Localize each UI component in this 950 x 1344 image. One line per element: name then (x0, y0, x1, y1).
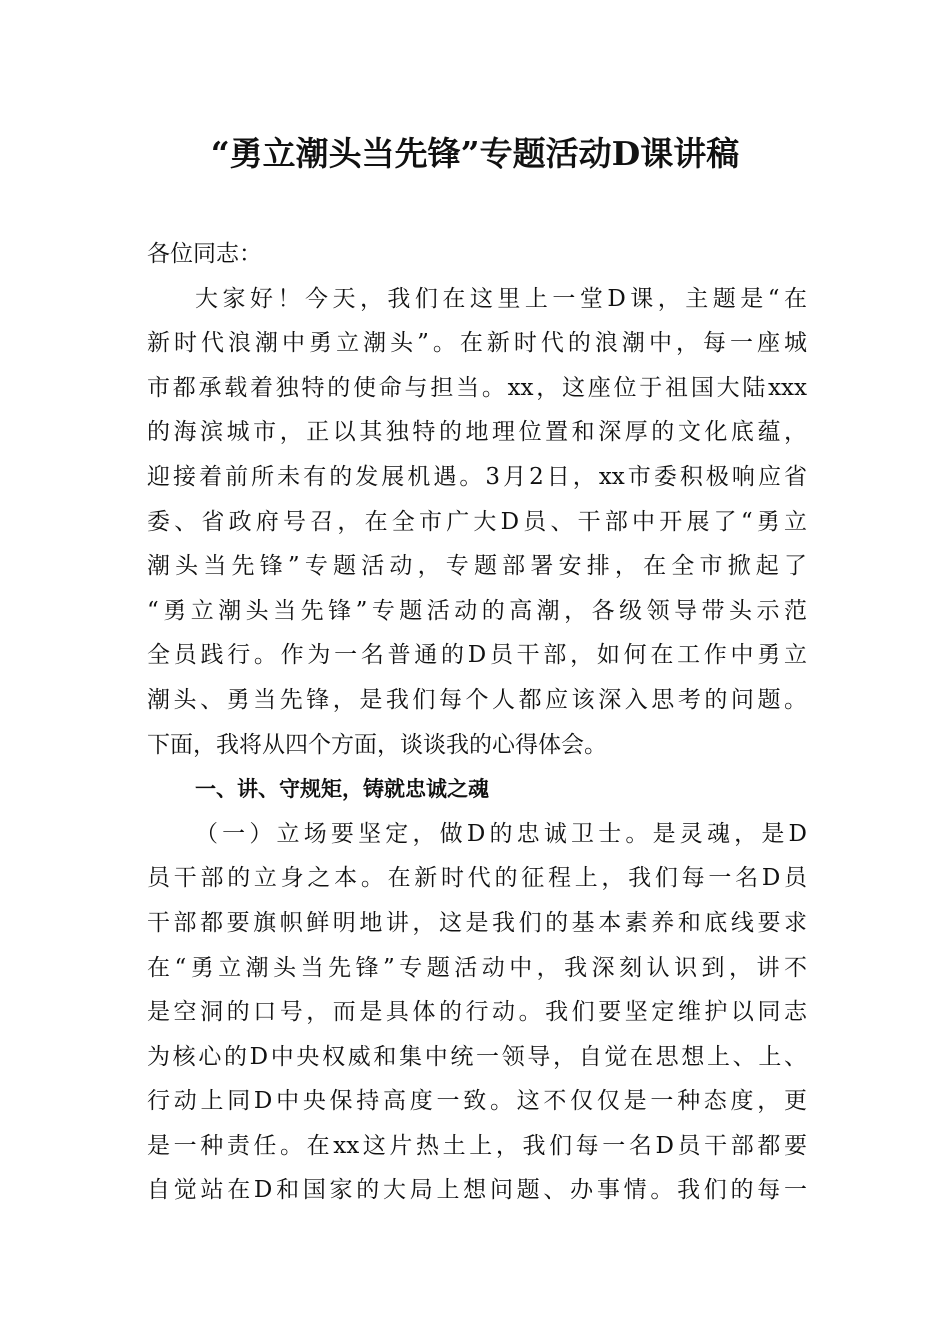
paragraph-line: 的海滨城市，正以其独特的地理位置和深厚的文化底蕴， (147, 419, 807, 446)
paragraph-line: 市都承载着独特的使命与担当。xx，这座位于祖国大陆xxx (147, 374, 807, 401)
paragraph-line: 员干部的立身之本。在新时代的征程上，我们每一名D员 (147, 865, 807, 892)
paragraph-line: 新时代浪潮中勇立潮头”。在新时代的浪潮中，每一座城 (147, 330, 807, 357)
paragraph-line: 迎接着前所未有的发展机遇。3月2日，xx市委积极响应省 (147, 463, 807, 490)
document-body (147, 236, 807, 1217)
paragraph-section-1 (147, 816, 807, 1217)
paragraph-line: 在“勇立潮头当先锋”专题活动中，我深刻认识到，讲不 (147, 954, 807, 981)
paragraph-line: 是空洞的口号，而是具体的行动。我们要坚定维护以同志 (147, 999, 807, 1026)
paragraph-line: 大家好！今天，我们在这里上一堂D课，主题是“在 (195, 285, 807, 312)
paragraph-line: 干部都要旗帜鲜明地讲，这是我们的基本素养和底线要求 (147, 909, 807, 936)
paragraph-line: “勇立潮头当先锋”专题活动的高潮，各级领导带头示范 (147, 597, 807, 624)
paragraph-line: 行动上同D中央保持高度一致。这不仅仅是一种态度，更 (147, 1088, 807, 1115)
paragraph-line: （一）立场要坚定，做D的忠诚卫士。是灵魂，是D (195, 820, 807, 847)
paragraph-line: 全员践行。作为一名普通的D员干部，如何在工作中勇立 (147, 642, 807, 669)
paragraph-line: 潮头、勇当先锋，是我们每个人都应该深入思考的问题。 (147, 686, 807, 713)
paragraph-line: 委、省政府号召，在全市广大D员、干部中开展了“勇立 (147, 508, 807, 535)
salutation: 各位同志： (147, 241, 262, 267)
paragraph-line: 潮头当先锋”专题活动，专题部署安排，在全市掀起了 (147, 553, 807, 580)
paragraph-line: 下面，我将从四个方面，谈谈我的心得体会。 (147, 731, 607, 758)
section-heading: 一、讲、守规矩，铸就忠诚之魂 (195, 777, 489, 802)
paragraph-intro (147, 281, 807, 772)
paragraph-line: 是一种责任。在xx这片热土上，我们每一名D员干部都要 (147, 1132, 807, 1159)
paragraph-line: 为核心的D中央权威和集中统一领导，自觉在思想上、上、 (147, 1043, 807, 1070)
document-title: “勇立潮头当先锋”专题活动D课讲稿 (210, 134, 740, 173)
paragraph-line: 自觉站在D和国家的大局上想问题、办事情。我们的每一 (147, 1177, 807, 1204)
